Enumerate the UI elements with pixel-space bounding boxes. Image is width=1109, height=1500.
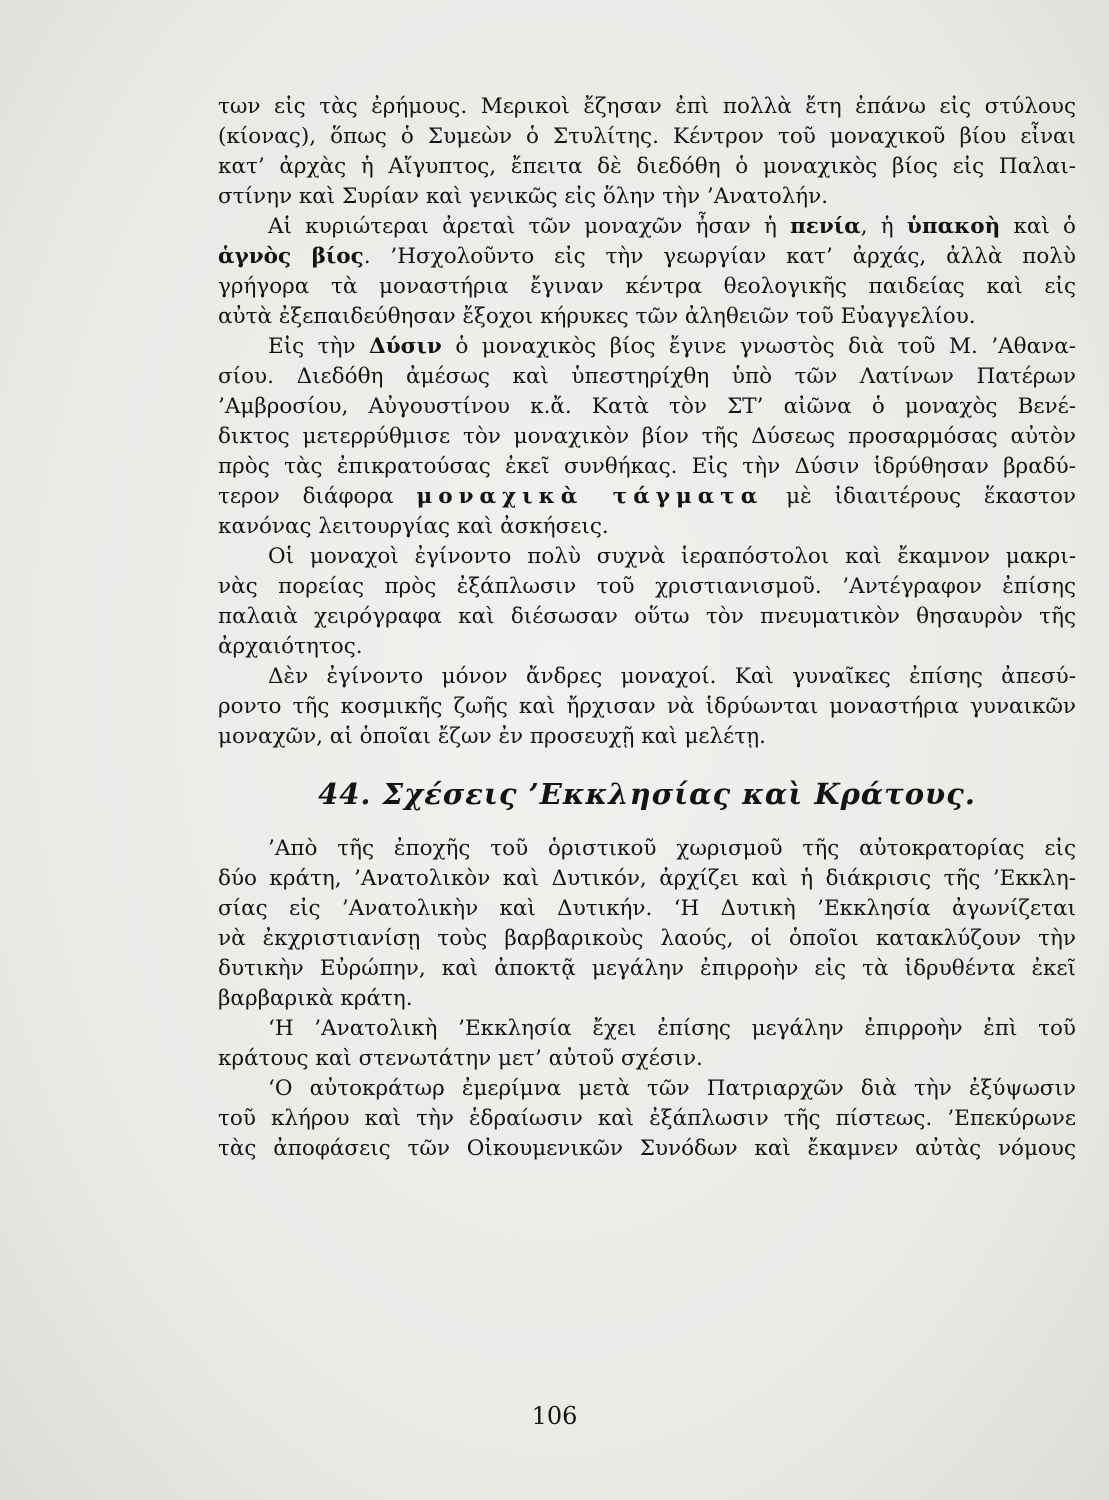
text-line: Οἱ μοναχοὶ ἐγίνοντο πολὺ συχνὰ ἱεραπόστολοι καὶ ἔκαμνον μακρι- — [268, 544, 1076, 569]
text-run: τερον διάφορα — [218, 484, 417, 509]
text-line — [218, 242, 1076, 272]
text-line: πρὸς τὰς ἐπικρατούσας ἐκεῖ συνθήκας. Εἰς τὴν Δύσιν ἱδρύθησαν βραδύ- — [218, 454, 1076, 479]
text-line: σίας εἰς ’Ανατολικὴν καὶ Δυτικήν. ‘Η Δυτικὴ ’Εκκλησία ἀγωνίζεται — [218, 896, 1076, 921]
text-line: γρήγορα τὰ μοναστήρια ἔγιναν κέντρα θεολογικῆς παιδείας καὶ εἰς — [218, 274, 1076, 299]
text-run: Αἱ κυριώτεραι ἀρεταὶ τῶν μοναχῶν ἦσαν ἡ — [268, 214, 791, 239]
text-line: (κίονας), ὅπως ὁ Συμεὼν ὁ Στυλίτης. Κέντρον τοῦ μοναχικοῦ βίου εἶναι — [218, 124, 1076, 149]
text-run: ὁ μοναχικὸς βίος ἔγινε γνωστὸς διὰ τοῦ Μ. ’Αθανα- — [441, 334, 1076, 359]
text-line: τὰς ἀποφάσεις τῶν Οἰκουμενικῶν Συνόδων καὶ ἔκαμνεν αὐτὰς νόμους — [218, 1136, 1076, 1161]
text-line: τοῦ κλήρου καὶ τὴν ἑδραίωσιν καὶ ἐξάπλωσιν τῆς πίστεως. ’Επεκύρωνε — [218, 1106, 1076, 1131]
spaced-term: μοναχικὰ τάγματα — [416, 484, 764, 509]
text-run: καὶ ὁ — [1000, 214, 1076, 239]
text-line: στίνην καὶ Συρίαν καὶ γενικῶς εἰς ὅλην τὴν ’Ανατολήν. — [218, 184, 829, 209]
text-line: δυτικὴν Εὐρώπην, καὶ ἀποκτᾷ μεγάλην ἐπιρροὴν εἰς τὰ ἱδρυθέντα ἐκεῖ — [218, 956, 1076, 981]
text-line: αὐτὰ ἐξεπαιδεύθησαν ἔξοχοι κήρυκες τῶν ἀληθειῶν τοῦ Εὐαγγελίου. — [218, 304, 976, 329]
text-run: . ’Ησχολοῦντο εἰς τὴν γεωργίαν κατ’ ἀρχάς, ἀλλὰ πολὺ — [363, 244, 1076, 269]
bold-term: Δύσιν — [369, 334, 442, 359]
text-run: μὲ ἰδιαιτέρους ἕκαστον — [763, 484, 1076, 509]
text-line: νὰ ἐκχριστιανίσῃ τοὺς βαρβαρικοὺς λαούς, οἱ ὁποῖοι κατακλύζουν τὴν — [218, 926, 1076, 951]
text-line: βαρβαρικὰ κράτη. — [218, 986, 413, 1011]
text-line: ἀρχαιότητος. — [218, 634, 363, 659]
page-number: 106 — [531, 1402, 578, 1430]
bold-term: πενία — [790, 214, 861, 239]
text-line: κανόνας λειτουργίας καὶ ἀσκήσεις. — [218, 514, 609, 539]
text-line: κατ’ ἀρχὰς ἡ Αἴγυπτος, ἔπειτα δὲ διεδόθη ὁ μοναχικὸς βίος εἰς Παλαι- — [218, 154, 1076, 179]
text-line: νὰς πορείας πρὸς ἐξάπλωσιν τοῦ χριστιανισμοῦ. ’Αντέγραφον ἐπίσης — [218, 574, 1076, 599]
text-line: ροντο τῆς κοσμικῆς ζωῆς καὶ ἤρχισαν νὰ ἱδρύωνται μοναστήρια γυναικῶν — [218, 694, 1076, 719]
bold-term: ἁγνὸς βίος — [218, 244, 364, 269]
text-line — [218, 482, 1076, 512]
text-line: ‘Η ’Ανατολικὴ ’Εκκλησία ἔχει ἐπίσης μεγάλην ἐπιρροὴν ἐπὶ τοῦ — [268, 1016, 1076, 1041]
text-line: σίου. Διεδόθη ἀμέσως καὶ ὑπεστηρίχθη ὑπὸ τῶν Λατίνων Πατέρων — [218, 364, 1076, 389]
bold-term: ὑπακοὴ — [906, 214, 1001, 239]
section-heading: 44. Σχέσεις ’Εκκλησίας καὶ Κράτους. — [318, 777, 976, 811]
text-run: Εἰς τὴν — [268, 334, 370, 359]
text-line — [218, 332, 1076, 362]
text-line: ‘Ο αὐτοκράτωρ ἐμερίμνα μετὰ τῶν Πατριαρχῶν διὰ τὴν ἐξύψωσιν — [268, 1076, 1076, 1101]
text-line: ’Απὸ τῆς ἐποχῆς τοῦ ὁριστικοῦ χωρισμοῦ τῆς αὐτοκρατορίας εἰς — [268, 836, 1076, 861]
text-line: Δὲν ἐγίνοντο μόνον ἄνδρες μοναχοί. Καὶ γυναῖκες ἐπίσης ἀπεσύ- — [268, 664, 1076, 689]
text-line: ’Αμβροσίου, Αὐγουστίνου κ.ἄ. Κατὰ τὸν ΣΤ’ αἰῶνα ὁ μοναχὸς Βενέ- — [218, 394, 1076, 419]
text-line: κράτους καὶ στενωτάτην μετ’ αὐτοῦ σχέσιν. — [218, 1046, 703, 1071]
text-line: μοναχῶν, αἱ ὁποῖαι ἔζων ἐν προσευχῇ καὶ μελέτῃ. — [218, 724, 766, 749]
text-line: δύο κράτη, ’Ανατολικὸν καὶ Δυτικόν, ἀρχίζει καὶ ἡ διάκρισις τῆς ’Εκκλη- — [218, 866, 1076, 891]
text-run: , ἡ — [860, 214, 907, 239]
page-body — [218, 92, 1076, 1164]
text-line: δικτος μετερρύθμισε τὸν μοναχικὸν βίον τῆς Δύσεως προσαρμόσας αὐτὸν — [218, 424, 1076, 449]
text-line — [218, 212, 1076, 242]
text-line: παλαιὰ χειρόγραφα καὶ διέσωσαν οὕτω τὸν πνευματικὸν θησαυρὸν τῆς — [218, 604, 1076, 629]
text-line: των εἰς τὰς ἐρήμους. Μερικοὶ ἔζησαν ἐπὶ πολλὰ ἔτη ἐπάνω εἰς στύλους — [218, 94, 1076, 119]
